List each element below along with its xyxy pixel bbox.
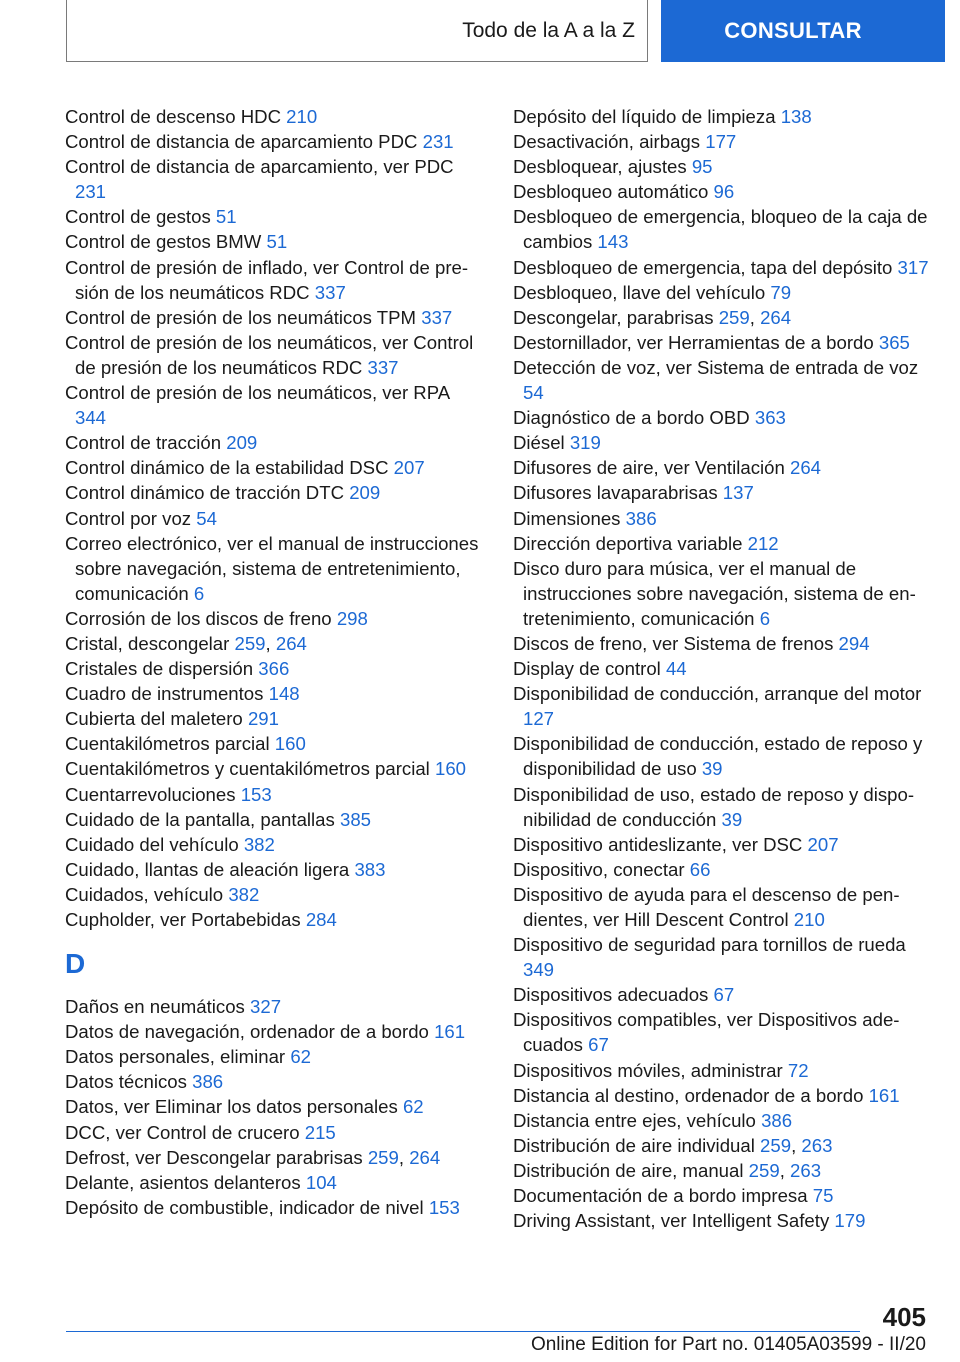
consult-tab[interactable] [661, 0, 945, 62]
entry-term: Datos, ver Eliminar los datos personales [65, 1096, 398, 1118]
entry-term: Cubierta del maletero [65, 708, 243, 730]
index-entry [65, 480, 485, 505]
entry-term: Control de tracción [65, 432, 222, 454]
page-link[interactable]: 263 [790, 1159, 822, 1181]
entry-term: Control dinámico de la estabilidad DSC [65, 457, 389, 479]
entry-term: Control de descenso HDC [65, 106, 281, 127]
index-tab[interactable] [66, 0, 648, 62]
page-link[interactable]: 259 [718, 306, 750, 328]
entry-term: Depósito de combustible, indicador de nivel [65, 1196, 424, 1218]
footer-edition: Online Edition for Part no. 01405A03599 - II/20 [530, 1334, 926, 1355]
index-entry [513, 656, 933, 681]
page-link[interactable]: 160 [434, 758, 467, 780]
page-link[interactable]: 104 [305, 1171, 337, 1193]
entry-term: Disco duro para música, ver el manual de instrucciones sobre navegación, sistema de entretenimiento, comunicación [513, 557, 916, 629]
index-entry [513, 405, 933, 430]
page-link[interactable]: 160 [274, 733, 306, 755]
entry-term: Cuidado, llantas de aleación ligera [65, 858, 350, 880]
index-entry [65, 229, 485, 254]
page-link[interactable]: 6 [193, 582, 205, 604]
page-link[interactable]: 153 [428, 1196, 460, 1218]
page-link[interactable]: 284 [305, 909, 337, 930]
page-link[interactable]: 75 [812, 1185, 834, 1207]
index-entry [65, 1094, 485, 1119]
index-column-left [65, 104, 485, 1220]
index-entry [513, 782, 933, 832]
index-entry [513, 681, 933, 731]
entries-c [65, 104, 485, 932]
entry-term: Disponibilidad de uso, estado de reposo y disponibilidad de conducción [513, 783, 915, 830]
entry-term: Descongelar, parabrisas [513, 306, 714, 328]
index-entry [65, 731, 485, 756]
page-link[interactable]: 51 [266, 231, 288, 253]
page-link[interactable]: 263 [801, 1134, 833, 1156]
index-entry [65, 1120, 485, 1145]
index-entry [513, 330, 933, 355]
entry-term: Correo electrónico, ver el manual de instrucciones sobre navegación, sistema de entretenimiento, comunicación [65, 532, 479, 604]
entry-term: Control de gestos [65, 206, 211, 228]
page-link[interactable]: 39 [721, 808, 743, 830]
page-link[interactable]: 95 [691, 156, 713, 178]
entry-term: Dirección deportiva variable [513, 532, 743, 554]
index-entry [65, 305, 485, 330]
entry-term: Diagnóstico de a bordo OBD [513, 407, 750, 429]
page-link[interactable]: 210 [793, 909, 825, 930]
entry-term: Control de gestos BMW [65, 231, 262, 253]
index-entry [513, 455, 933, 480]
entry-term: Control de distancia de aparcamiento PDC [65, 131, 418, 153]
page-link[interactable]: 383 [354, 858, 386, 880]
entry-term: Difusores lavaparabrisas [513, 482, 718, 504]
index-entry [65, 430, 485, 455]
index-entry [513, 1007, 933, 1057]
entry-term: Difusores de aire, ver Ventilación [513, 457, 785, 479]
entry-term: Desactivación, airbags [513, 131, 701, 153]
page-link[interactable]: 349 [523, 959, 555, 981]
page-link[interactable]: 62 [402, 1096, 424, 1118]
page-link[interactable]: 72 [787, 1059, 809, 1081]
page-link[interactable]: 386 [761, 1109, 793, 1131]
index-tab-label: Todo de la A a la Z [462, 18, 635, 42]
page-link[interactable]: 294 [838, 632, 870, 654]
entry-term: Desbloquear, ajustes [513, 156, 687, 178]
page-link[interactable]: 62 [290, 1046, 311, 1068]
index-entry [513, 506, 933, 531]
page-link[interactable]: 207 [807, 833, 839, 855]
index-entry [513, 154, 933, 179]
index-entry [65, 154, 485, 204]
index-entry [513, 179, 933, 204]
page-link[interactable]: 54 [196, 507, 217, 529]
page-link[interactable]: 259 [234, 632, 266, 654]
page-link[interactable]: 143 [597, 231, 629, 253]
entries-d-continued [513, 104, 933, 1233]
index-entry [513, 832, 933, 857]
entry-term: Control dinámico de tracción DTC [65, 482, 345, 504]
page-link[interactable]: 264 [275, 632, 307, 654]
entry-term: Defrost, ver Descongelar parabrisas [65, 1146, 363, 1168]
entries-d [65, 994, 485, 1220]
index-entry [65, 857, 485, 882]
index-entry [65, 506, 485, 531]
index-entry [513, 531, 933, 556]
index-entry [513, 480, 933, 505]
entry-term: Destornillador, ver Herramientas de a bordo [513, 331, 874, 353]
index-entry [65, 380, 485, 430]
entry-term: Display de control [513, 658, 661, 680]
page-link[interactable]: 66 [689, 858, 711, 880]
index-entry [513, 556, 933, 631]
index-entry [513, 1058, 933, 1083]
page-link[interactable]: 179 [834, 1210, 866, 1232]
index-entry [65, 129, 485, 154]
entry-term: Dispositivos móviles, administrar [513, 1059, 783, 1081]
index-column-right [513, 104, 933, 1233]
page-link[interactable]: 317 [897, 256, 929, 278]
entry-term: Daños en neumáticos [65, 996, 245, 1018]
entry-term: Corrosión de los discos de freno [65, 607, 332, 629]
index-entry [65, 907, 485, 932]
page-link[interactable]: 259 [760, 1134, 792, 1156]
index-entry [65, 1195, 485, 1220]
index-entry [65, 330, 485, 380]
entry-term: Dispositivo de seguridad para tornillos de rueda [513, 934, 906, 956]
page-link[interactable]: 215 [304, 1121, 336, 1143]
index-entry [65, 1069, 485, 1094]
page-link[interactable]: 44 [665, 658, 687, 680]
page-link[interactable]: 264 [409, 1146, 441, 1168]
entry-term: DCC, ver Control de crucero [65, 1121, 300, 1143]
index-entry: Distribución de aire individual 259, 263 [513, 1134, 833, 1156]
entry-term: Detección de voz, ver Sistema de entrada de voz [513, 356, 919, 378]
entry-term: Depósito del líquido de limpieza [513, 106, 776, 127]
entry-term: Control de presión de los neumáticos, ver Control de presión de los neumáticos RDC [65, 331, 474, 378]
page-link[interactable]: 212 [747, 532, 779, 554]
entry-term: Distancia entre ejes, vehículo [513, 1109, 756, 1131]
index-entry [65, 104, 485, 129]
entry-term: Desbloqueo automático [513, 181, 709, 203]
page-link[interactable]: 51 [215, 206, 237, 228]
index-entry [513, 280, 933, 305]
footer-divider [66, 1331, 860, 1332]
index-entry [513, 1108, 933, 1133]
entry-term: Disponibilidad de conducción, estado de reposo y disponibilidad de uso [513, 733, 923, 780]
page-link[interactable]: 207 [393, 457, 425, 479]
entry-term: Disponibilidad de conducción, arranque del motor [513, 683, 922, 705]
page-link[interactable]: 382 [228, 883, 260, 905]
index-entry [513, 982, 933, 1007]
entry-term: Desbloqueo, llave del vehículo [513, 281, 766, 303]
index-entry [513, 355, 933, 405]
entry-term: Distribución de aire individual [513, 1134, 755, 1156]
entry-term: Dispositivo de ayuda para el descenso de pendientes, ver Hill Descent Control [513, 883, 900, 930]
page-link[interactable]: 337 [421, 306, 453, 328]
entry-term: Cristal, descongelar [65, 632, 230, 654]
page-link[interactable]: 127 [523, 708, 555, 730]
entry-term: Control de presión de los neumáticos, ver RPA [65, 382, 450, 404]
entry-term: Datos de navegación, ordenador de a bordo [65, 1021, 429, 1043]
page-link[interactable]: 161 [868, 1084, 900, 1106]
index-entry: Defrost, ver Descongelar parabrisas 259, 264 [65, 1146, 441, 1168]
entry-term: Control por voz [65, 507, 192, 529]
entry-term: Datos personales, eliminar [65, 1046, 286, 1068]
index-entry [513, 1183, 933, 1208]
entry-term: Desbloqueo de emergencia, bloqueo de la caja de cambios [513, 206, 928, 253]
page-link[interactable]: 344 [75, 407, 107, 429]
index-entry [513, 1083, 933, 1108]
section-letter: D [65, 948, 86, 980]
page-link[interactable]: 264 [760, 306, 792, 328]
page-link[interactable]: 79 [770, 281, 792, 303]
index-entry [513, 204, 933, 254]
page-link[interactable]: 210 [286, 106, 318, 127]
page-link[interactable]: 319 [569, 432, 601, 454]
entry-term: Dispositivos compatibles, ver Dispositivos adecuados [513, 1009, 900, 1056]
index-entry [65, 756, 485, 781]
page-link[interactable]: 153 [240, 783, 272, 805]
index-entry [65, 1019, 485, 1044]
index-entry [65, 681, 485, 706]
entry-term: Cuidados, vehículo [65, 883, 224, 905]
index-entry [65, 606, 485, 631]
index-entry [513, 430, 933, 455]
page-link[interactable]: 67 [588, 1034, 609, 1056]
entry-term: Cuidado de la pantalla, pantallas [65, 808, 335, 830]
index-entry: Cristal, descongelar 259, 264 [65, 632, 307, 654]
index-entry: Descongelar, parabrisas 259, 264 [513, 306, 792, 328]
page-link[interactable]: 148 [268, 683, 300, 705]
entry-term: Control de presión de inflado, ver Control de presión de los neumáticos RDC [65, 256, 469, 303]
index-entry [65, 994, 485, 1019]
page-link[interactable]: 231 [422, 131, 454, 153]
index-entry [65, 204, 485, 229]
page-link[interactable]: 386 [192, 1071, 224, 1093]
entry-term: Dispositivo antideslizante, ver DSC [513, 833, 803, 855]
page-link[interactable]: 209 [226, 432, 258, 454]
index-entry [65, 782, 485, 807]
index-entry [65, 531, 485, 606]
page-link[interactable]: 365 [878, 331, 910, 353]
page-link[interactable]: 39 [701, 758, 723, 780]
entry-term: Diésel [513, 432, 565, 454]
index-entry [65, 706, 485, 731]
page-link[interactable]: 54 [523, 382, 544, 404]
entry-term: Distancia al destino, ordenador de a bordo [513, 1084, 864, 1106]
entry-term: Cuentakilómetros parcial [65, 733, 270, 755]
page-link[interactable]: 385 [339, 808, 372, 830]
page-link[interactable]: 6 [759, 607, 771, 629]
index-entry [513, 104, 933, 129]
entry-term: Dispositivo, conectar [513, 858, 685, 880]
page-link[interactable]: 386 [625, 507, 657, 529]
entry-term: Dimensiones [513, 507, 621, 529]
entry-term: Cuidado del vehículo [65, 833, 239, 855]
index-entry [513, 631, 933, 656]
index-entry [65, 255, 485, 305]
index-entry [65, 807, 485, 832]
page-link[interactable]: 96 [713, 181, 735, 203]
index-entry [513, 1208, 933, 1233]
page-link[interactable]: 67 [713, 984, 735, 1006]
entry-term: Desbloqueo de emergencia, tapa del depósito [513, 256, 893, 278]
entry-term: Dispositivos adecuados [513, 984, 709, 1006]
entry-term: Datos técnicos [65, 1071, 187, 1093]
page-number: 405 [882, 1302, 926, 1332]
entry-term: Documentación de a bordo impresa [513, 1185, 808, 1207]
page-link[interactable]: 209 [349, 482, 381, 504]
entry-term: Cuadro de instrumentos [65, 683, 264, 705]
index-entry [65, 656, 485, 681]
entry-term: Cristales de dispersión [65, 658, 254, 680]
entry-term: Driving Assistant, ver Intelligent Safety [513, 1210, 830, 1232]
page-link[interactable]: 264 [790, 457, 822, 479]
page-link[interactable]: 382 [243, 833, 275, 855]
index-entry [513, 129, 933, 154]
page-link[interactable]: 138 [780, 106, 812, 127]
page-link[interactable]: 291 [247, 708, 279, 730]
index-entry [65, 455, 485, 480]
page-link[interactable]: 327 [250, 996, 282, 1018]
consult-tab-label: CONSULTAR [724, 18, 862, 43]
page-link[interactable]: 337 [314, 281, 346, 303]
entry-term: Control de distancia de aparcamiento, ver PDC [65, 156, 454, 178]
index-entry [513, 857, 933, 882]
page-link[interactable]: 298 [336, 607, 368, 629]
index-entry [513, 882, 933, 932]
entry-term: Discos de freno, ver Sistema de frenos [513, 632, 834, 654]
index-entry [65, 1044, 485, 1069]
entry-term: Cuentakilómetros y cuentakilómetros parcial [65, 758, 430, 780]
index-entry [65, 832, 485, 857]
index-entry [513, 731, 933, 781]
entry-term: Control de presión de los neumáticos TPM [65, 306, 417, 328]
index-entry: Distribución de aire, manual 259, 263 [513, 1159, 822, 1181]
page-link[interactable]: 137 [722, 482, 754, 504]
entry-term: Distribución de aire, manual [513, 1159, 744, 1181]
page-link[interactable]: 259 [748, 1159, 780, 1181]
entry-term: Cuentarrevoluciones [65, 783, 236, 805]
entry-term: Delante, asientos delanteros [65, 1171, 301, 1193]
index-entry [65, 882, 485, 907]
page-link[interactable]: 259 [367, 1146, 399, 1168]
entry-term: Cupholder, ver Portabebidas [65, 909, 301, 930]
index-entry [65, 1170, 485, 1195]
page-link[interactable]: 337 [367, 356, 399, 378]
page-link[interactable]: 161 [434, 1021, 466, 1043]
page-link[interactable]: 363 [754, 407, 786, 429]
page-link[interactable]: 366 [258, 658, 290, 680]
page-link[interactable]: 231 [75, 181, 107, 203]
page-link[interactable]: 177 [705, 131, 737, 153]
index-entry [513, 255, 933, 280]
index-entry [513, 932, 933, 982]
